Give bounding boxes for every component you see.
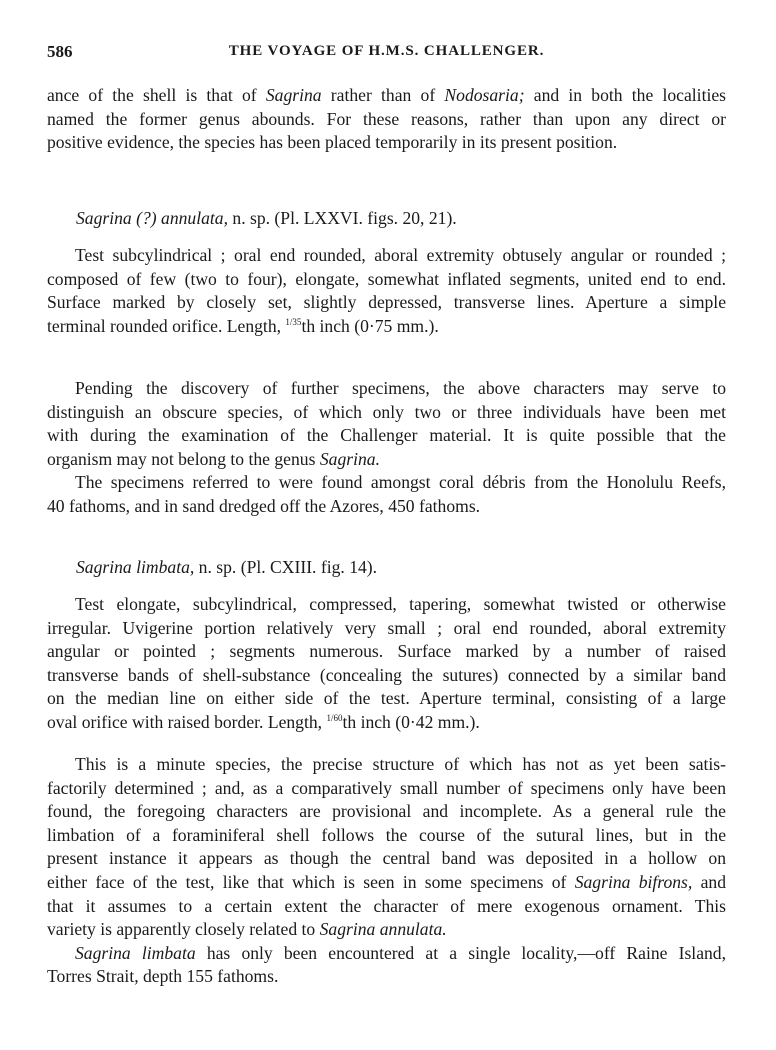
fraction: 1/60	[326, 713, 343, 724]
species-description-annulata	[47, 244, 726, 338]
text-line: on the median line on either side of the test. Aperture terminal, consisting of a large	[47, 688, 726, 709]
paragraph-continuation	[47, 84, 726, 155]
text-line: present instance it appears as though the central band was deposited in a hollow on	[47, 848, 726, 869]
text-line: distinguish an obscure species, of which only two or three individuals have been met	[47, 401, 726, 422]
text-line: Torres Strait, depth 155 fathoms.	[47, 966, 279, 987]
text-line: Test elongate, subcylindrical, compressed, tapering, somewhat twisted or otherwise	[75, 594, 726, 614]
text-line: found, the foregoing characters are provisional and incomplete. As a general rule the	[47, 801, 726, 822]
text-line: terminal rounded orifice. Length, $^{1/35}$th inch (0·75 mm.).	[47, 315, 439, 336]
text-line: either face of the test, like that which is seen in some specimens of Sagrina bifrons, and	[47, 871, 726, 892]
text-line: with during the examination of the Challenger material. It is quite possible that the	[47, 425, 726, 446]
text-line: composed of few (two to four), elongate, somewhat inflated segments, united end to end.	[47, 268, 726, 289]
text-line: The specimens referred to were found amongst coral débris from the Honolulu Reefs,	[75, 472, 726, 493]
text-line: ance of the shell is that of Sagrina rather than of Nodosaria; and in both the localities	[47, 85, 726, 105]
species-heading-annulata: Sagrina (?) annulata, n. sp. (Pl. LXXVI. figs. 20, 21).	[76, 208, 457, 228]
text-line: Surface marked by closely set, slightly depressed, transverse lines. Aperture a simple	[47, 292, 726, 313]
text-line: oval orifice with raised border. Length, $^{1/60}$th inch (0·42 mm.).	[47, 711, 480, 732]
running-title: THE VOYAGE OF H.M.S. CHALLENGER.	[228, 43, 545, 59]
text-line: variety is apparently closely related to Sagrina annulata.	[47, 919, 447, 940]
text-line: named the former genus abounds. For these reasons, rather than upon any direct or	[47, 108, 726, 129]
text-line: angular or pointed ; segments numerous. Surface marked by a number of raised	[47, 641, 726, 662]
text-line: Pending the discovery of further specimens, the above characters may serve to	[75, 378, 726, 398]
text-line: This is a minute species, the precise structure of which has not as yet been satis-	[75, 754, 726, 774]
text-line: positive evidence, the species has been placed temporarily in its present position.	[47, 132, 618, 153]
paragraph-remarks-limbata	[47, 753, 726, 989]
text-line: 40 fathoms, and in sand dredged off the Azores, 450 fathoms.	[47, 495, 481, 516]
text-line: irregular. Uvigerine portion relatively very small ; oral end rounded, aboral extremity	[47, 617, 726, 638]
species-description-limbata	[47, 593, 726, 735]
page-number: 586	[47, 42, 73, 61]
paragraph-remarks-annulata	[47, 377, 726, 519]
text-line: transverse bands of shell-substance (concealing the sutures) connected by a similar band	[47, 664, 726, 685]
text-line: factorily determined ; and, as a comparatively small number of specimens only have been	[47, 777, 726, 798]
species-heading-limbata: Sagrina limbata, n. sp. (Pl. CXIII. fig. 14).	[76, 557, 378, 577]
text-line: organism may not belong to the genus Sagrina.	[47, 448, 380, 469]
fraction: 1/35	[285, 316, 302, 327]
text-line: that it assumes to a certain extent the character of mere exogenous ornament. This	[47, 895, 726, 916]
page-header	[47, 42, 726, 68]
text-line: Sagrina limbata has only been encountered at a single locality,—off Raine Island,	[75, 942, 726, 963]
text-line: limbation of a foraminiferal shell follows the course of the sutural lines, but in the	[47, 824, 726, 845]
text-line: Test subcylindrical ; oral end rounded, aboral extremity obtusely angular or rounded ;	[75, 245, 726, 265]
